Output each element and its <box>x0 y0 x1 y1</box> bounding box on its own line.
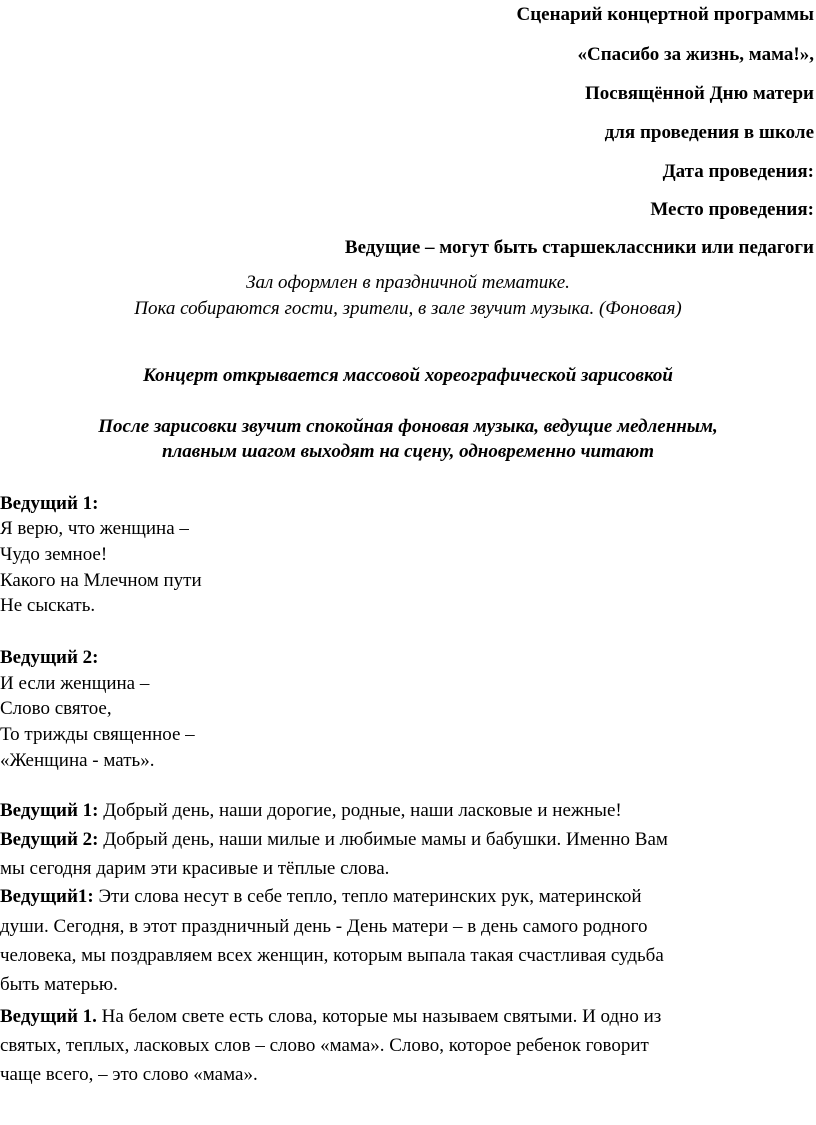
speaker-label: Ведущий1: <box>0 886 94 907</box>
verse2-line: И если женщина – <box>0 673 150 694</box>
verse1-speaker: Ведущий 1: <box>0 493 99 514</box>
dedication-line: Посвящённой Дню матери <box>585 83 814 104</box>
paragraph-text: Добрый день, наши дорогие, родные, наши ласковые и нежные! <box>98 800 622 821</box>
paragraph-text: Эти слова несут в себе тепло, тепло материнских рук, материнской <box>93 886 642 907</box>
dialogue-paragraph-4 <box>0 1006 661 1028</box>
verse2-line: «Женщина - мать». <box>0 750 155 771</box>
paragraph-line: человека, мы поздравляем всех женщин, которым выпала такая счастливая судьба <box>0 945 664 966</box>
after-note-line-1: После зарисовки звучит спокойная фоновая музыка, ведущие медленным, <box>98 416 718 437</box>
speaker-label: Ведущий 1: <box>0 800 99 821</box>
paragraph-text: Добрый день, наши милые и любимые мамы и бабушки. Именно Вам <box>98 829 668 850</box>
speaker-label: Ведущий 2: <box>0 829 99 850</box>
paragraph-line: быть матерью. <box>0 974 118 995</box>
place-label: Место проведения: <box>650 199 814 220</box>
verse2-line: То трижды священное – <box>0 724 195 745</box>
verse2-speaker: Ведущий 2: <box>0 647 99 668</box>
paragraph-line: святых, теплых, ласковых слов – слово «мама». Слово, которое ребенок говорит <box>0 1035 649 1056</box>
after-note-line-2: плавным шагом выходят на сцену, одновременно читают <box>161 441 655 462</box>
paragraph-text: На белом свете есть слова, которые мы называем святыми. И одно из <box>96 1006 662 1027</box>
verse1-line: Я верю, что женщина – <box>0 518 189 539</box>
speaker-label: Ведущий 1. <box>0 1006 97 1027</box>
dialogue-paragraph-1 <box>0 800 622 822</box>
date-label: Дата проведения: <box>662 161 814 182</box>
paragraph-line: чаще всего, – это слово «мама». <box>0 1064 258 1085</box>
verse1-line: Какого на Млечном пути <box>0 570 202 591</box>
document-title: Сценарий концертной программы <box>516 4 814 25</box>
dialogue-paragraph-3 <box>0 886 642 908</box>
hosts-line: Ведущие – могут быть старшеклассники или педагоги <box>344 237 814 258</box>
opening-note: Концерт открывается массовой хореографической зарисовкой <box>143 365 673 386</box>
paragraph-line: души. Сегодня, в этот праздничный день - День матери – в день самого родного <box>0 916 648 937</box>
verse1-line: Чудо земное! <box>0 544 108 565</box>
verse1-line: Не сыскать. <box>0 595 96 616</box>
document-subtitle: «Спасибо за жизнь, мама!», <box>577 44 814 65</box>
intro-line-1: Зал оформлен в праздничной тематике. <box>246 272 570 293</box>
venue-type-line: для проведения в школе <box>604 122 814 143</box>
intro-line-2: Пока собираются гости, зрители, в зале звучит музыка. (Фоновая) <box>134 298 682 319</box>
verse2-line: Слово святое, <box>0 698 112 719</box>
dialogue-paragraph-2 <box>0 829 668 851</box>
paragraph-line: мы сегодня дарим эти красивые и тёплые слова. <box>0 858 390 879</box>
